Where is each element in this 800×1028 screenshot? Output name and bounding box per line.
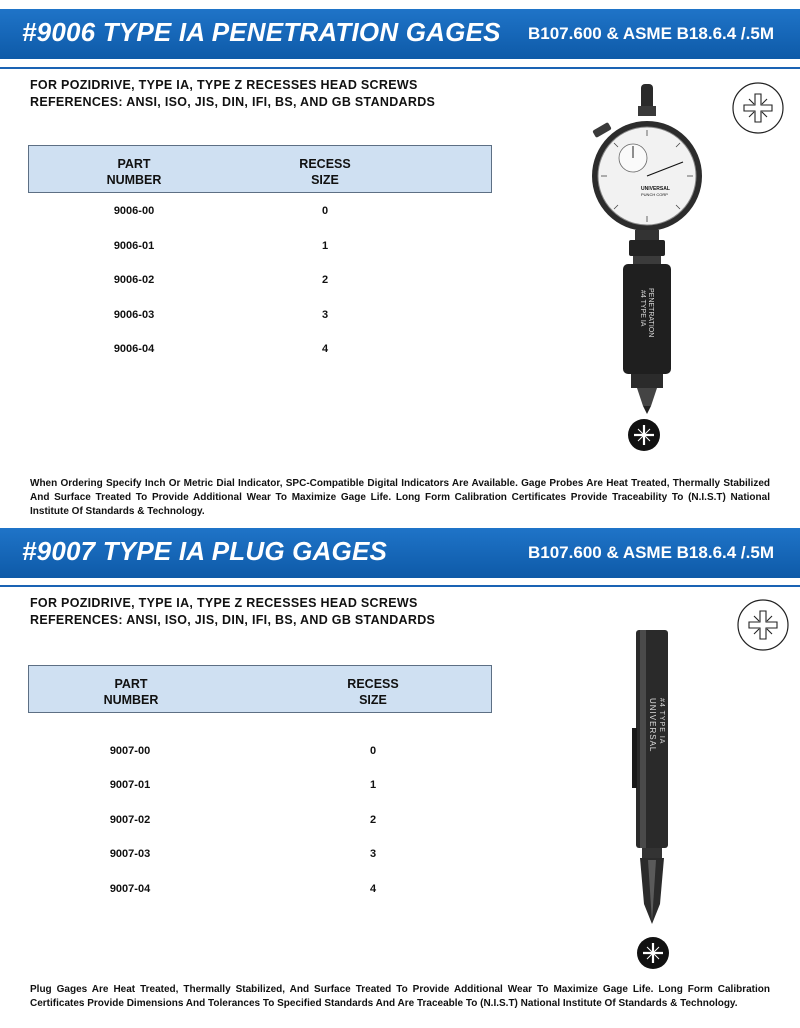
section1-col-size-line1: RECESS [299,157,351,171]
section2-note: Plug Gages Are Heat Treated, Thermally Stabilized, And Surface Treated To Provide Additional Wear To Maximize Gage Life. Long Form Calibration Certificates Provide Dimensions And Tolerances To Specified Standards And Are Traceable To (N.I.S.T) National Institute Of Standards & Technology. [30,984,770,1009]
table-row-part: 9007-00 [109,745,151,757]
section1-table-header [28,145,492,193]
table-row-size: 2 [321,274,329,286]
table-row-part: 9006-00 [113,205,155,217]
section2-col-size-line1: RECESS [347,677,399,691]
plug-label-line1: UNIVERSAL [648,698,657,753]
gage-label-line1: #4 TYPE IA [639,290,646,327]
section1-col-part [94,156,174,188]
section2-subtitle-line1: FOR POZIDRIVE, TYPE IA, TYPE Z RECESSES HEAD SCREWS [30,596,418,610]
table-row-part: 9006-02 [113,274,155,286]
section2-subtitle-line2: REFERENCES: ANSI, ISO, JIS, DIN, IFI, BS, AND GB STANDARDS [30,613,436,627]
section2-subtitle [30,595,435,629]
table-row-part: 9006-03 [113,309,155,321]
table-row-part: 9007-02 [109,814,151,826]
section2-col-part-line1: PART [114,677,148,691]
section1-standard: B107.600 & ASME B18.6.4 /.5M [528,24,774,43]
table-row-part: 9006-01 [113,240,155,252]
section1-subtitle [30,77,435,111]
section1-col-size-line2: SIZE [311,173,339,187]
section2-table-header [28,665,492,713]
section2-col-part [91,676,171,708]
section1-title: #9006 TYPE IA PENETRATION GAGES [22,17,501,47]
dial-brand-line2: PUNCH CORP [641,192,668,197]
pozidrive-tip-icon [627,418,661,452]
table-row-part: 9007-03 [109,848,151,860]
table-row-part: 9007-04 [109,883,151,895]
section2-col-part-line2: NUMBER [103,693,159,707]
section1-col-size [285,156,365,188]
section2-title: #9007 TYPE IA PLUG GAGES [22,536,388,566]
section1-col-part-line1: PART [117,157,151,171]
plug-gage-image [622,628,682,928]
table-row-size: 0 [321,205,329,217]
section2-rule [0,585,800,587]
table-row-size: 1 [321,240,329,252]
section1-col-part-line2: NUMBER [106,173,162,187]
section2-col-size-line2: SIZE [359,693,387,707]
pozidrive-recess-icon [731,81,785,135]
pozidrive-recess-icon [736,598,790,652]
plug-label-line2: #4 TYPE IA [658,698,665,745]
gage-label-line2: PENETRATION [647,288,654,338]
section2-banner [0,528,800,578]
table-row-size: 4 [321,343,329,355]
table-row-part: 9007-01 [109,779,151,791]
section2-col-size [333,676,413,708]
table-row-part: 9006-04 [113,343,155,355]
table-row-size: 3 [321,309,329,321]
table-row-size: 3 [369,848,377,860]
section1-subtitle-line1: FOR POZIDRIVE, TYPE IA, TYPE Z RECESSES HEAD SCREWS [30,78,418,92]
section1-subtitle-line2: REFERENCES: ANSI, ISO, JIS, DIN, IFI, BS, AND GB STANDARDS [30,95,436,109]
table-row-size: 1 [369,779,377,791]
section1-note: When Ordering Specify Inch Or Metric Dial Indicator, SPC-Compatible Digital Indicators Are Available. Gage Probes Are Heat Treated, Thermally Stabilized And Surface Treated To Provide Additional Wear To Maximize Gage Life. Long Form Calibration Certificates Provide Traceability To (N.I.S.T) National Institute Of Standards & Technology. [30,478,770,517]
penetration-gage-image [585,82,715,418]
dial-brand-line1: UNIVERSAL [641,186,670,192]
table-row-size: 4 [369,883,377,895]
section1-banner [0,9,800,59]
section1-rule [0,67,800,69]
table-row-size: 2 [369,814,377,826]
pozidrive-tip-icon [636,936,670,970]
table-row-size: 0 [369,745,377,757]
section2-standard: B107.600 & ASME B18.6.4 /.5M [528,543,774,562]
